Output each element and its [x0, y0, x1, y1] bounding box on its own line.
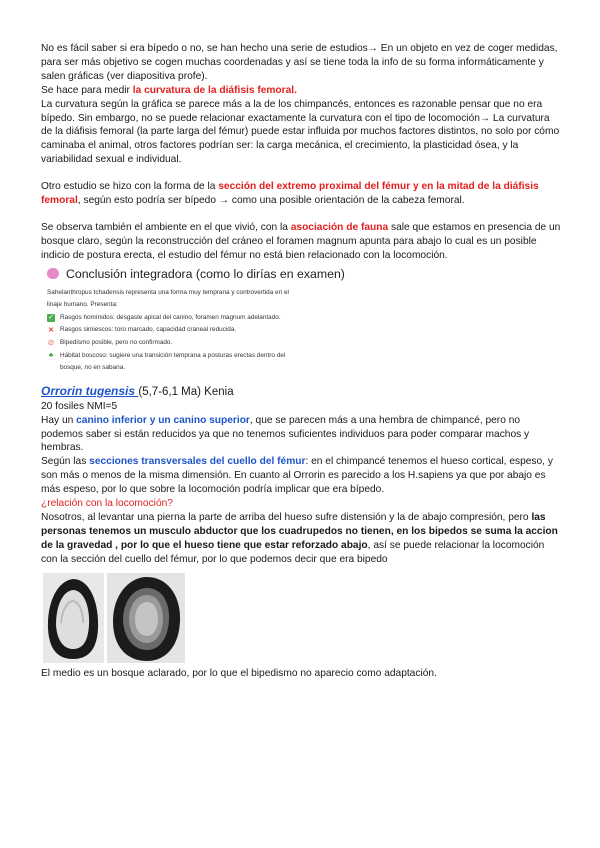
highlight-canines: canino inferior y un canino superior — [76, 414, 250, 426]
highlight-curvature: la curvatura de la diáfisis femoral. — [132, 84, 297, 96]
text-span: Se hace para medir — [41, 84, 133, 96]
conclusion-title: Conclusión integradora (como lo dirías en examen) — [66, 266, 345, 281]
conclusion-box — [47, 287, 561, 375]
text-span: , que se parecen más a una hembra de chimpancé, pero no podemos saber si están reducidos ya que no tenemos suficientes individuos para poder comparar machos y hembras. — [41, 414, 530, 454]
paragraph-mechanics — [41, 511, 561, 567]
conclusion-item — [47, 350, 561, 363]
orrorin-name: Orrorin tugensis — [41, 383, 139, 398]
conclusion-item-text: Rasgos simiescos: toro marcado, capacidad craneal reducida. — [60, 326, 237, 334]
locomotion-question: ¿relación con la locomoción? — [41, 498, 173, 510]
orrorin-fossils: 20 fosiles NMI=5 — [41, 400, 118, 412]
paragraph-measure — [41, 84, 561, 98]
paragraph-studies: No es fácil saber si era bípedo o no, se han hecho una serie de estudios→ En un objeto en vez de coger medidas, para ser más objetivo se cogen muchas coordenadas y así se tiene toda la info de su forma informáticamente y salen gráficas (ver diapositiva profe). — [41, 43, 558, 82]
text-span: , según esto podría ser bípedo → como una posible orientación de la cabeza femoral. — [77, 195, 465, 207]
femur-section-images — [43, 573, 561, 663]
conclusion-item-text: Bipedismo posible, pero no confirmado. — [60, 339, 173, 347]
text-span: sale que estamos en presencia de un bosque claro, según la reconstrucción del cráneo el foramen magnum apunta para abajo lo cual es un posible indicio de postura erecta, el estudio del fémur no está bien relacionado con la locomoción. — [41, 221, 561, 261]
leaf-icon: ♣ — [48, 351, 54, 359]
paragraph-final: El medio es un bosque aclarado, por lo que el bipedismo no aparecio como adaptación. — [41, 667, 437, 679]
conclusion-item-text: Hábitat boscoso: sugiere una transición temprana a posturas erectas dentro del — [60, 351, 286, 359]
conclusion-intro: Sahelanthropus tchadensis representa una forma muy temprana y controvertida en el — [47, 288, 289, 296]
conclusion-item-text: Rasgos homínidos: desgaste apical del canino, foramen magnum adelantado. — [60, 313, 281, 321]
paragraph-canines — [41, 414, 561, 456]
text-span: : en el chimpancé tenemos el hueso cortical, espeso, y son más o menos de la misma dimensión. En cuanto al Orrorin es parecido a los H.sapiens ya que por abajo es más espeso, por lo que sobre la locomoción podría implicar que era bípedo. — [41, 456, 553, 496]
highlight-proximal-section: sección del extremo proximal del fémur y en la mitad de la diáfisis femoral — [41, 181, 539, 207]
brain-icon — [47, 268, 59, 279]
paragraph-environment — [41, 221, 561, 263]
paragraph-femur-neck — [41, 455, 561, 497]
document-page — [41, 42, 561, 681]
highlight-femur-neck: secciones transversales del cuello del fémur — [89, 456, 306, 468]
orrorin-date: (5,7-6,1 Ma) Kenia — [138, 385, 234, 398]
text-span: Hay un — [41, 414, 77, 426]
text-span: , así se puede relacionar la locomoción con la sección del cuello del fémur, por lo que podemos decir que era bipedo — [41, 539, 545, 565]
text-span: Otro estudio se hizo con la forma de la — [41, 181, 219, 193]
orrorin-heading — [41, 385, 561, 400]
conclusion-intro: linaje humano. Presenta: — [47, 301, 118, 309]
conclusion-heading — [47, 267, 561, 281]
conclusion-item — [47, 324, 561, 337]
text-span: Se observa también el ambiente en el que vivió, con la — [41, 221, 291, 233]
paragraph-section-study — [41, 180, 561, 208]
warning-icon: ⊘ — [47, 338, 55, 348]
text-span: Nosotros, al levantar una pierna la parte de arriba del hueso sufre distensión y la de abajo compresión, pero — [41, 512, 532, 523]
conclusion-item — [47, 312, 561, 325]
femur-cross-section-image — [107, 573, 185, 663]
femur-cross-section-image — [43, 573, 104, 663]
cross-icon: ✕ — [48, 326, 54, 334]
highlight-fauna: asociación de fauna — [290, 221, 389, 233]
text-span: Según las — [41, 456, 90, 468]
conclusion-item-text: bosque, no en sabana. — [60, 364, 126, 372]
paragraph-curvature: La curvatura según la gráfica se parece más a la de los chimpancés, entonces es razonable pensar que no era bípedo. Sin embargo, no se puede relacionar exactamente la curvatura con el tipo de locomoción→ La curvatura de la diáfisis femoral (la parte larga del fémur) puede estar influida por muchos factores distintos, no solo por cómo caminaba el animal, otros factores podrían ser: la carga mecánica, el crecimiento, la plasticidad ósea, y la variabilidad sexual e individual. — [41, 98, 560, 166]
check-icon: ✓ — [48, 314, 54, 322]
conclusion-item — [47, 337, 561, 350]
bold-abductor: las personas tenemos un musculo abductor que los cuadrupedos no tienen, en los bipedos se suma la accion de la gravedad , por lo que el hueso tiene que estar reforzado abajo — [41, 512, 558, 551]
